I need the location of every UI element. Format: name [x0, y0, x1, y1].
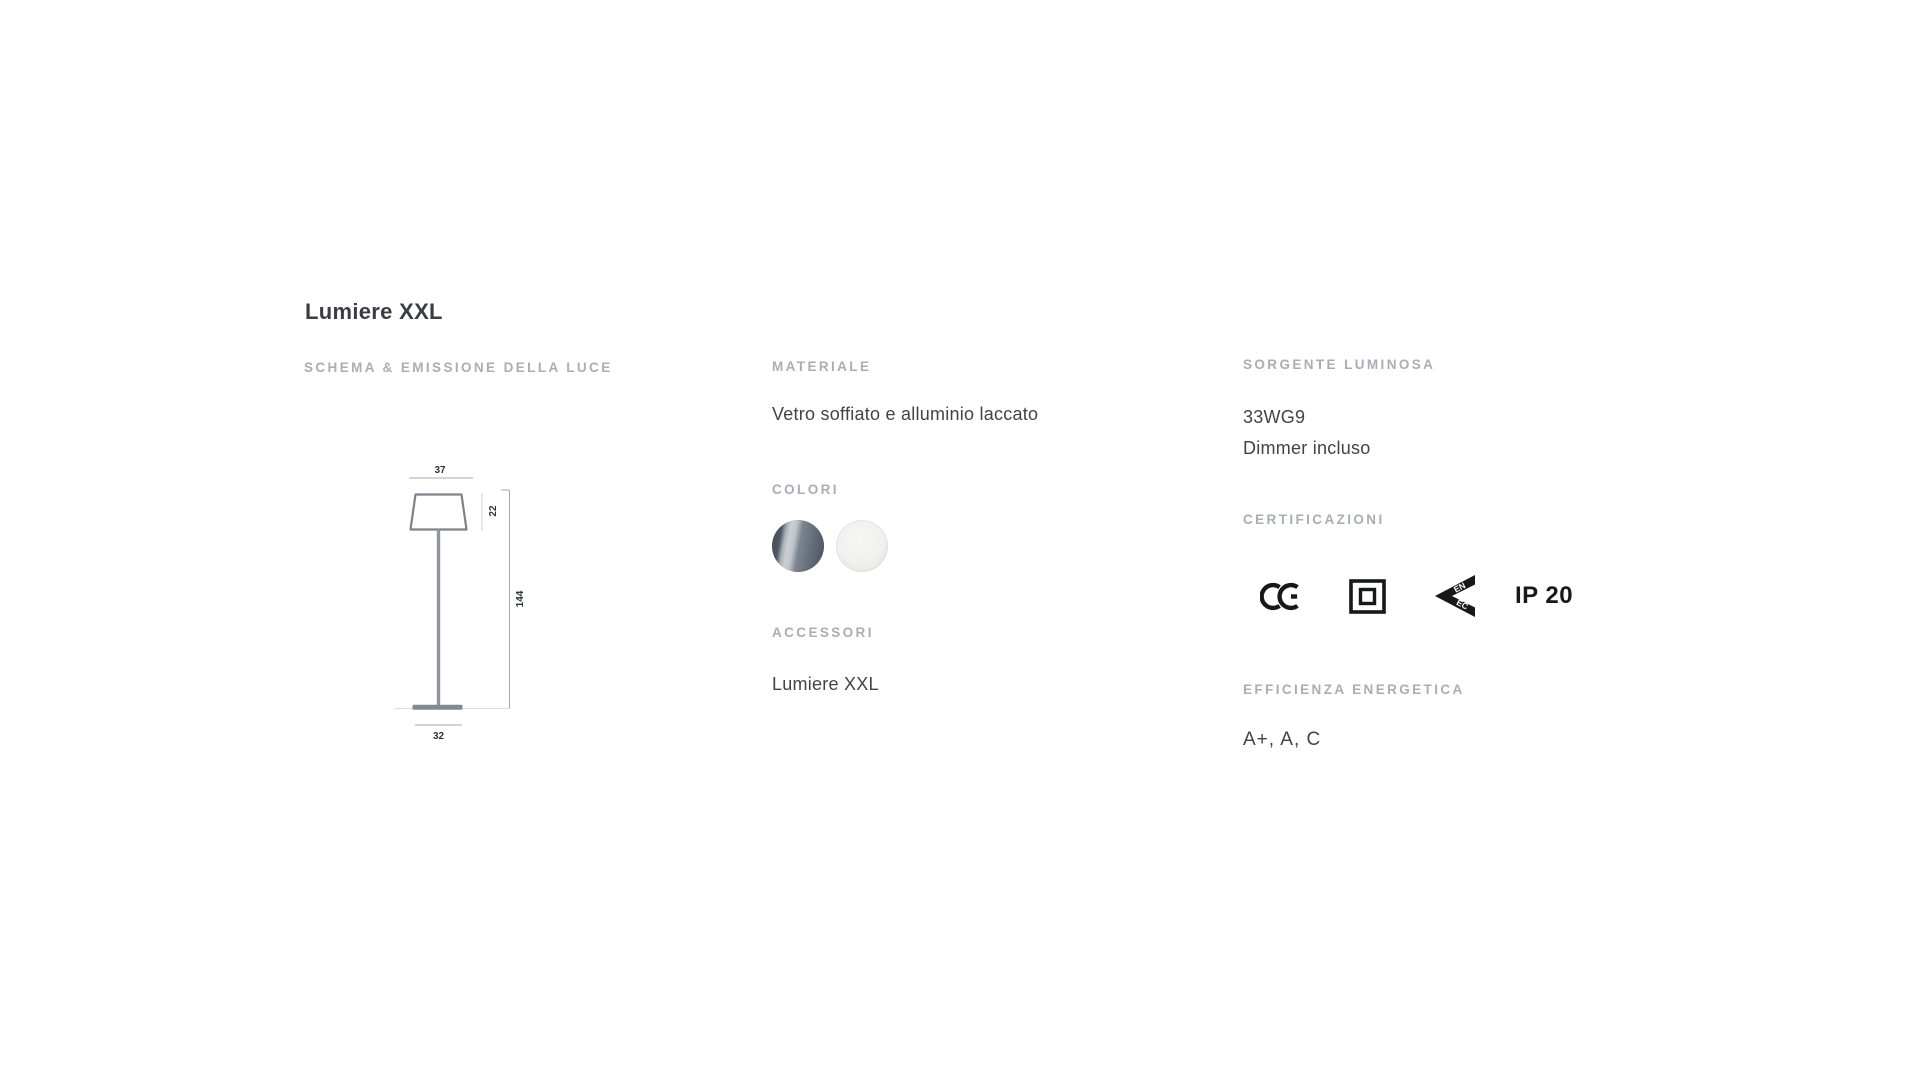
color-swatch-grigio[interactable] [772, 520, 824, 572]
dim-label-total-height: 144 [515, 590, 526, 608]
page-title: Lumiere XXL [305, 299, 443, 324]
enec-letters-ec: EC [1454, 597, 1470, 612]
lampshade-outline [411, 495, 467, 530]
lamp-base [413, 705, 463, 710]
accessories-value: Lumiere XXL [772, 674, 879, 694]
color-swatch-bianco[interactable] [836, 520, 888, 572]
energy-efficiency-value: A+, A, C [1243, 729, 1322, 750]
light-source-value [1243, 402, 1371, 464]
enec-mark-icon [1431, 573, 1477, 619]
enec-letters-en: EN [1452, 580, 1468, 595]
ce-mark-icon [1260, 579, 1304, 614]
ip-rating-label: IP 20 [1515, 582, 1574, 609]
section-heading-certificazioni: CERTIFICAZIONI [1243, 512, 1385, 527]
certification-marks-row [1260, 576, 1573, 616]
dim-label-base-width: 32 [432, 731, 445, 742]
section-heading-materiale: MATERIALE [772, 359, 872, 374]
section-heading-accessori: ACCESSORI [772, 625, 874, 640]
lamp-dimension-diagram [395, 455, 535, 755]
material-value: Vetro soffiato e alluminio laccato [772, 404, 1039, 424]
color-swatch-row [772, 520, 888, 572]
section-heading-colori: COLORI [772, 482, 839, 497]
light-source-dimmer: Dimmer incluso [1243, 438, 1371, 458]
dim-label-shade-width: 37 [434, 465, 446, 476]
section-heading-efficienza-energetica: EFFICIENZA ENERGETICA [1243, 682, 1465, 697]
section-heading-sorgente-luminosa: SORGENTE LUMINOSA [1243, 357, 1436, 372]
section-heading-schema-emissione: SCHEMA & EMISSIONE DELLA LUCE [304, 360, 613, 375]
light-source-wattage: 33WG9 [1243, 407, 1306, 427]
class-ii-double-insulation-icon [1349, 579, 1386, 614]
dim-label-shade-height: 22 [488, 505, 499, 517]
